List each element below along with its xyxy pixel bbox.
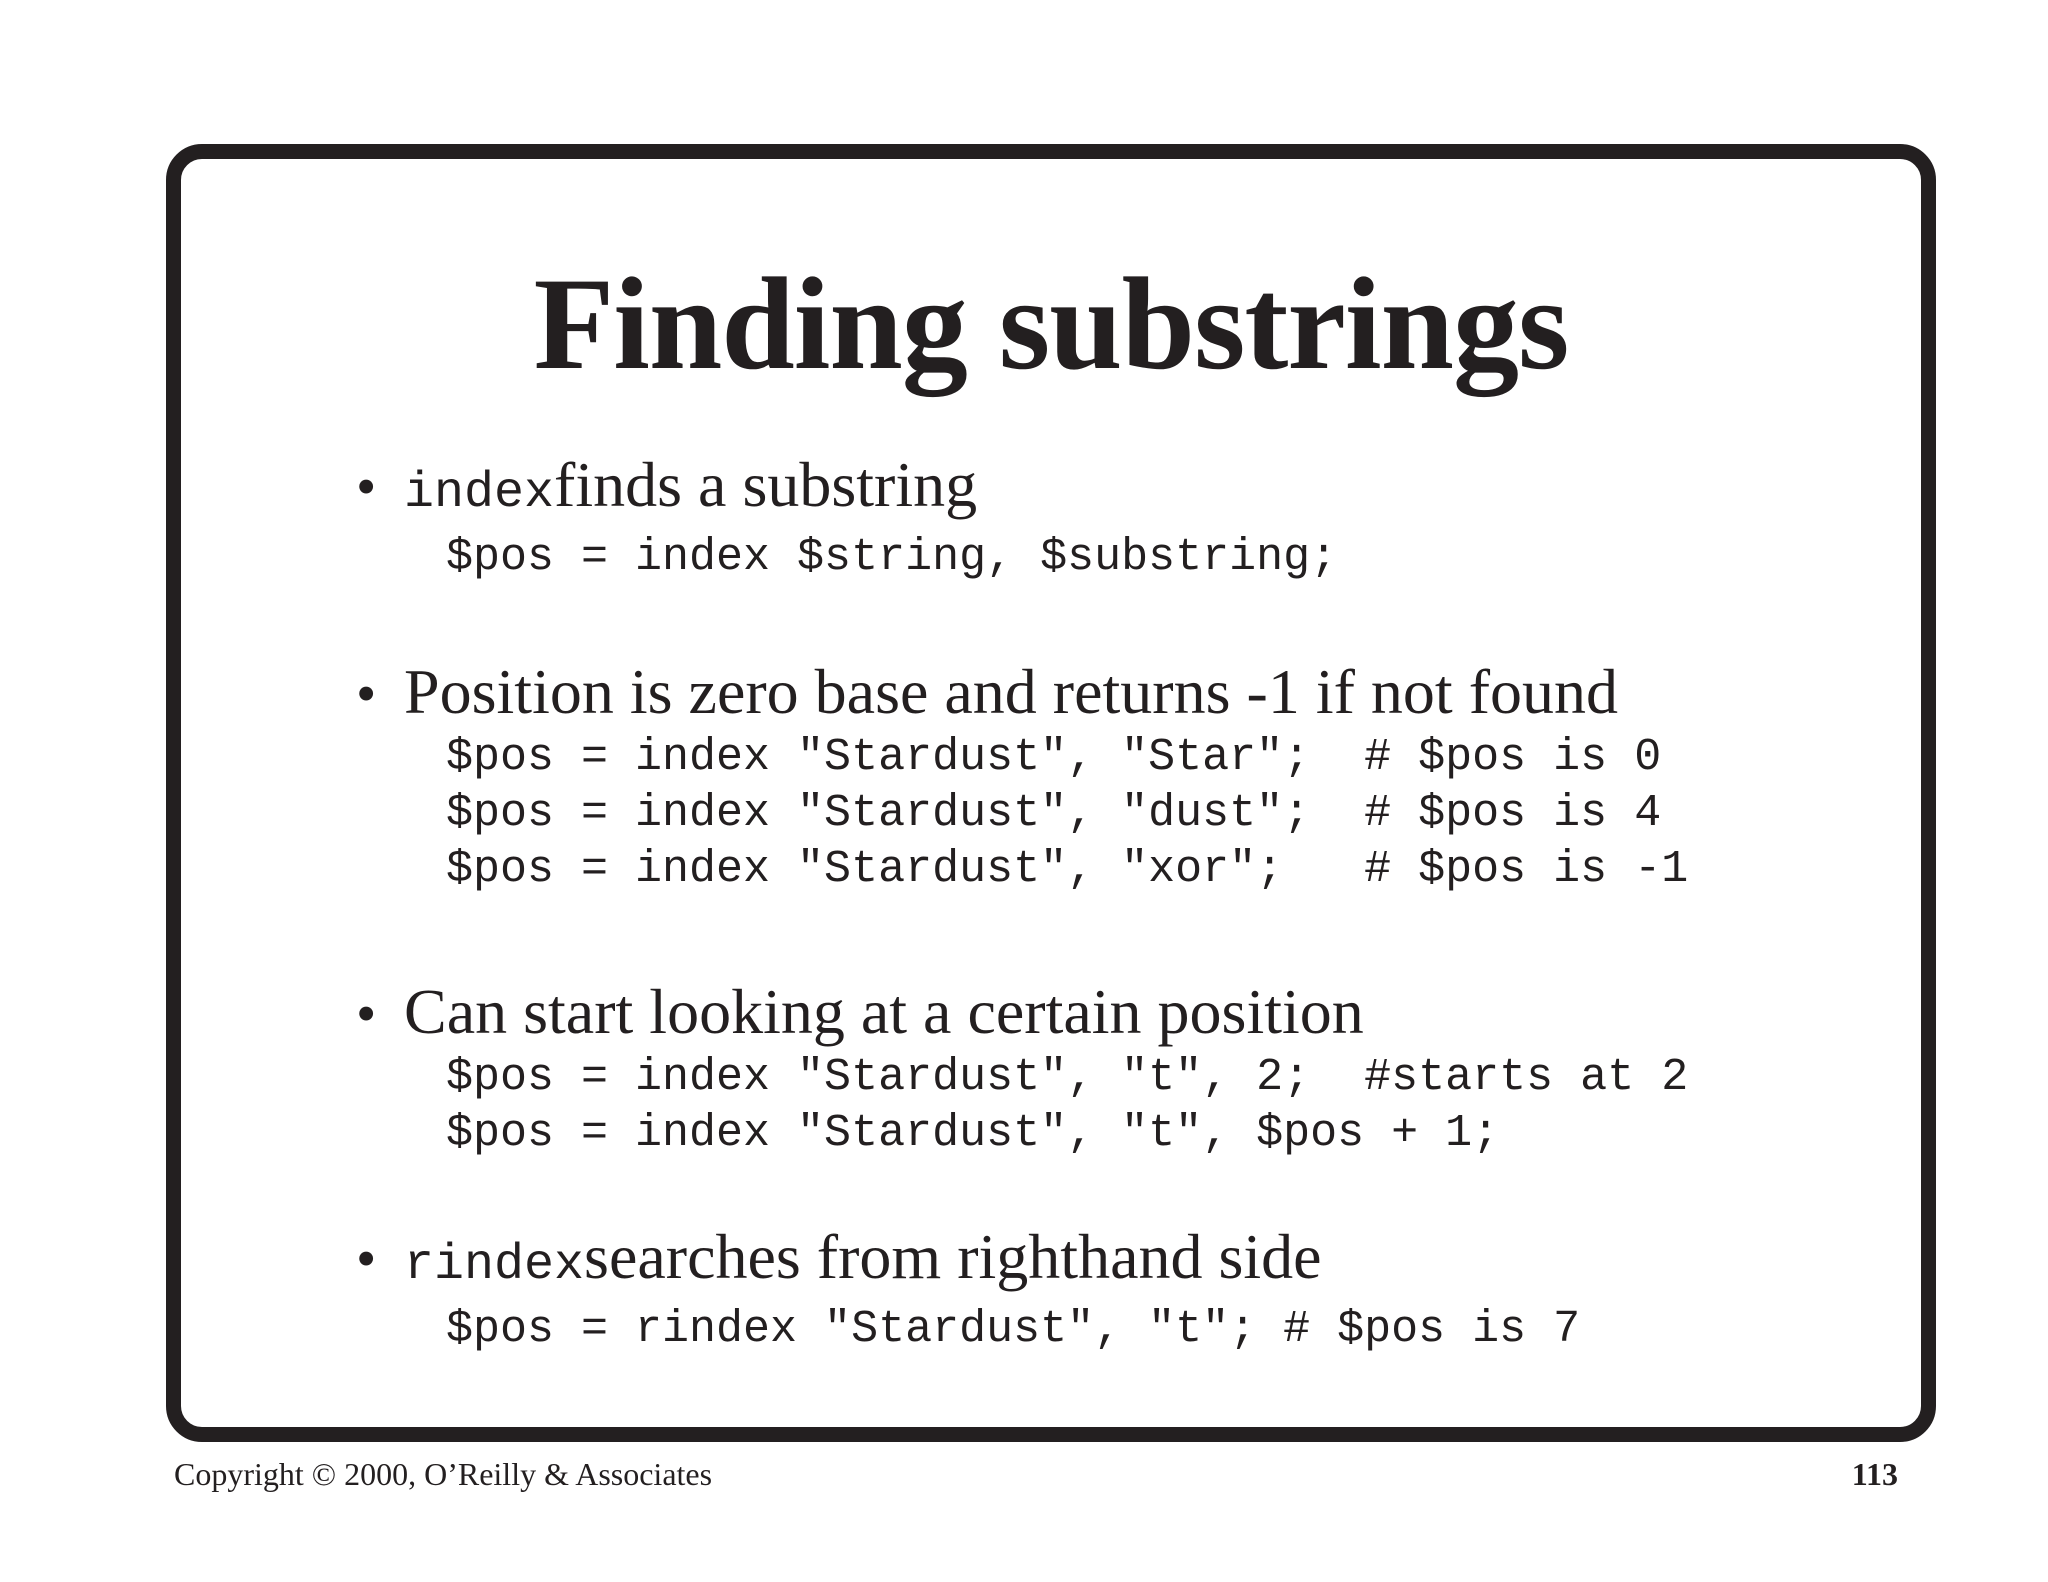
code-line: $pos = index "Stardust", "xor"; # $pos is -1 [446, 844, 1689, 895]
bullet-dot-icon: • [356, 981, 377, 1046]
bullet-code-term: index [404, 465, 555, 522]
bullet-dot-icon: • [356, 661, 377, 726]
bullet-text: Position is zero base and returns -1 if not found [404, 656, 1618, 727]
code-line: $pos = index "Stardust", "t", $pos + 1; [446, 1108, 1500, 1159]
page-number: 113 [1851, 1456, 1898, 1492]
bullet-heading [356, 449, 1881, 530]
bullet-index [356, 449, 1881, 586]
bullet-dot-icon: • [356, 1226, 377, 1291]
code-line: $pos = rindex "Stardust", "t"; # $pos is 7 [446, 1304, 1581, 1355]
code-line: $pos = index "Stardust", "t", 2; #starts at 2 [446, 1052, 1689, 1103]
slide-title: Finding substrings [533, 250, 1569, 397]
bullet-heading [356, 656, 1881, 730]
code-line: $pos = index "Stardust", "dust"; # $pos is 4 [446, 788, 1662, 839]
bullet-rindex [356, 1221, 1881, 1358]
copyright-notice: Copyright © 2000, O’Reilly & Associates [174, 1456, 713, 1492]
bullet-code-term: rindex [404, 1237, 585, 1294]
code-line: $pos = index "Stardust", "Star"; # $pos is 0 [446, 732, 1662, 783]
bullet-text: finds a substring [554, 449, 978, 520]
code-line: $pos = index $string, $substring; [446, 532, 1338, 583]
bullet-start-position [356, 976, 1881, 1162]
bullet-heading [356, 976, 1881, 1050]
bullet-position [356, 656, 1881, 898]
bullet-heading [356, 1221, 1881, 1302]
bullet-text: searches from righthand side [584, 1221, 1322, 1292]
bullet-dot-icon: • [356, 454, 377, 519]
bullet-text: Can start looking at a certain position [404, 976, 1364, 1047]
slide-frame [166, 144, 1936, 1442]
